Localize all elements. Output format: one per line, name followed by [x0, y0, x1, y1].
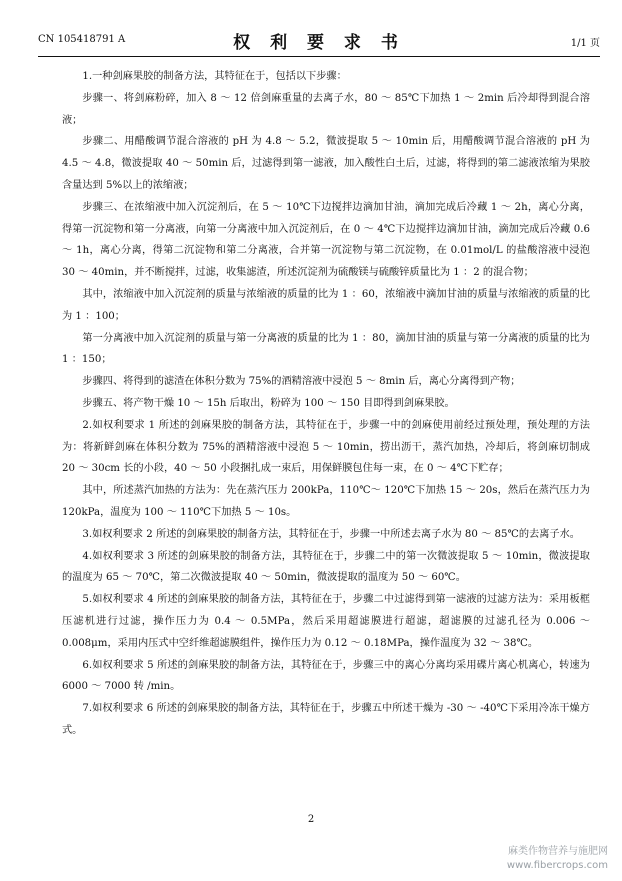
- claim-1-step-4: 步骤四、将得到的滤渣在体积分数为 75%的酒精溶液中浸泡 5 ～ 8min 后，离心分离得到产物；: [82, 376, 521, 388]
- claim-5: 5.如权利要求 4 所述的剑麻果胶的制备方法，其特征在于，步骤二中过滤得到第一滤液的过滤方法为：采用板框压滤机进行过滤，操作压力为 0.4 ～ 0.5MPa，然后采用超滤膜进行超滤，超滤膜的过滤孔径为 0.006 ～ 0.008μm，采用内压式中空纤维超滤膜组件，操作压力为 0.12 ～ 0.18MPa，操作温度为 32 ～ 38℃。: [62, 594, 590, 649]
- claim-2-detail: 其中，所述蒸汽加热的方法为：先在蒸汽压力 200kPa，110℃～ 120℃下加热 15 ～ 20s，然后在蒸汽压力为 120kPa，温度为 100 ～ 110℃下加热 5 ～ 10s。: [62, 485, 590, 518]
- claim-6: 6.如权利要求 5 所述的剑麻果胶的制备方法，其特征在于，步骤三中的离心分离均采用碟片离心机离心，转速为 6000 ～ 7000 转 /min。: [62, 659, 590, 693]
- claim-1-intro: 1.一种剑麻果胶的制备方法，其特征在于，包括以下步骤：: [82, 71, 347, 82]
- claim-1-step-3-ratio-b: 第一分离液中加入沉淀剂的质量与第一分离液的质量的比为 1 ：80，滴加甘油的质量与第一分离液的质量的比为 1 ：150；: [62, 332, 590, 366]
- claim-1-step-2: 步骤二、用醋酸调节混合溶液的 pH 为 4.8 ～ 5.2，微波提取 5 ～ 10min 后，用醋酸调节混合溶液的 pH 为 4.5 ～ 4.8，微波提取 40 ～ 50min 后，过滤得到第一滤液，加入酸性白土后，过滤，将得到的第二滤液浓缩为果胶含量达到 5%以上的浓缩液；: [62, 136, 590, 191]
- page-number: 2: [307, 814, 315, 825]
- claim-1-step-1: 步骤一、将剑麻粉碎，加入 8 ～ 12 倍剑麻重量的去离子水，80 ～ 85℃下加热 1 ～ 2min 后冷却得到混合溶液；: [62, 92, 590, 126]
- claim-1-step-5: 步骤五、将产物干燥 10 ～ 15h 后取出，粉碎为 100 ～ 150 目即得到剑麻果胶。: [82, 397, 455, 409]
- document-title: 权 利 要 求 书: [233, 33, 405, 53]
- patent-number: CN 105418791 A: [38, 34, 126, 45]
- claim-3: 3.如权利要求 2 所述的剑麻果胶的制备方法，其特征在于，步骤一中所述去离子水为 80 ～ 85℃的去离子水。: [82, 528, 580, 540]
- claim-1-step-3: 步骤三、在浓缩液中加入沉淀剂后，在 5 ～ 10℃下边搅拌边滴加甘油，滴加完成后冷藏 1 ～ 2h，离心分离，得第一沉淀物和第一分离液，向第一分离液中加入沉淀剂后，在 0 ～ 4℃下边搅拌边滴加甘油，滴加完成后冷藏 0.6 ～ 1h，离心分离，得第二沉淀物和第二分离液，合并第一沉淀物与第二沉淀物，在 0.01mol/L 的盐酸溶液中浸泡 30 ～ 40min，并不断搅拌，过滤，收集滤渣，所述沉淀剂为硫酸镁与硫酸锌质量比为 1 ：2 的混合物；: [62, 201, 590, 279]
- claims-body: [62, 66, 590, 742]
- claim-2: 2.如权利要求 1 所述的剑麻果胶的制备方法，其特征在于，步骤一中的剑麻使用前经过预处理，预处理的方法为：将新鲜剑麻在体积分数为 75%的酒精溶液中浸泡 5 ～ 10min，捞出沥干，蒸汽加热，冷却后，将剑麻切制成 20 ～ 30cm 长的小段，40 ～ 50 小段捆扎成一束后，用保鲜膜包住每一束，在 0 ～ 4℃下贮存；: [62, 419, 590, 475]
- header-divider: [38, 56, 600, 57]
- claim-1-step-3-ratio-a: 其中，浓缩液中加入沉淀剂的质量与浓缩液的质量的比为 1 ：60，浓缩液中滴加甘油的质量与浓缩液的质量的比为 1 ：100；: [62, 288, 590, 322]
- page-header: [38, 24, 600, 54]
- watermark: [507, 845, 608, 873]
- claim-4: 4.如权利要求 3 所述的剑麻果胶的制备方法，其特征在于，步骤二中的第一次微波提取 5 ～ 10min，微波提取的温度为 65 ～ 70℃，第二次微波提取 40 ～ 50min，微波提取的温度为 50 ～ 60℃。: [62, 550, 590, 584]
- claim-7: 7.如权利要求 6 所述的剑麻果胶的制备方法，其特征在于，步骤五中所述干燥为 -30 ～ -40℃下采用冷冻干燥方式。: [62, 703, 590, 736]
- watermark-site-name: 麻类作物营养与施肥网: [508, 846, 608, 857]
- page-indicator: 1/1 页: [570, 38, 600, 49]
- watermark-url: www.fibercrops.com: [506, 860, 608, 871]
